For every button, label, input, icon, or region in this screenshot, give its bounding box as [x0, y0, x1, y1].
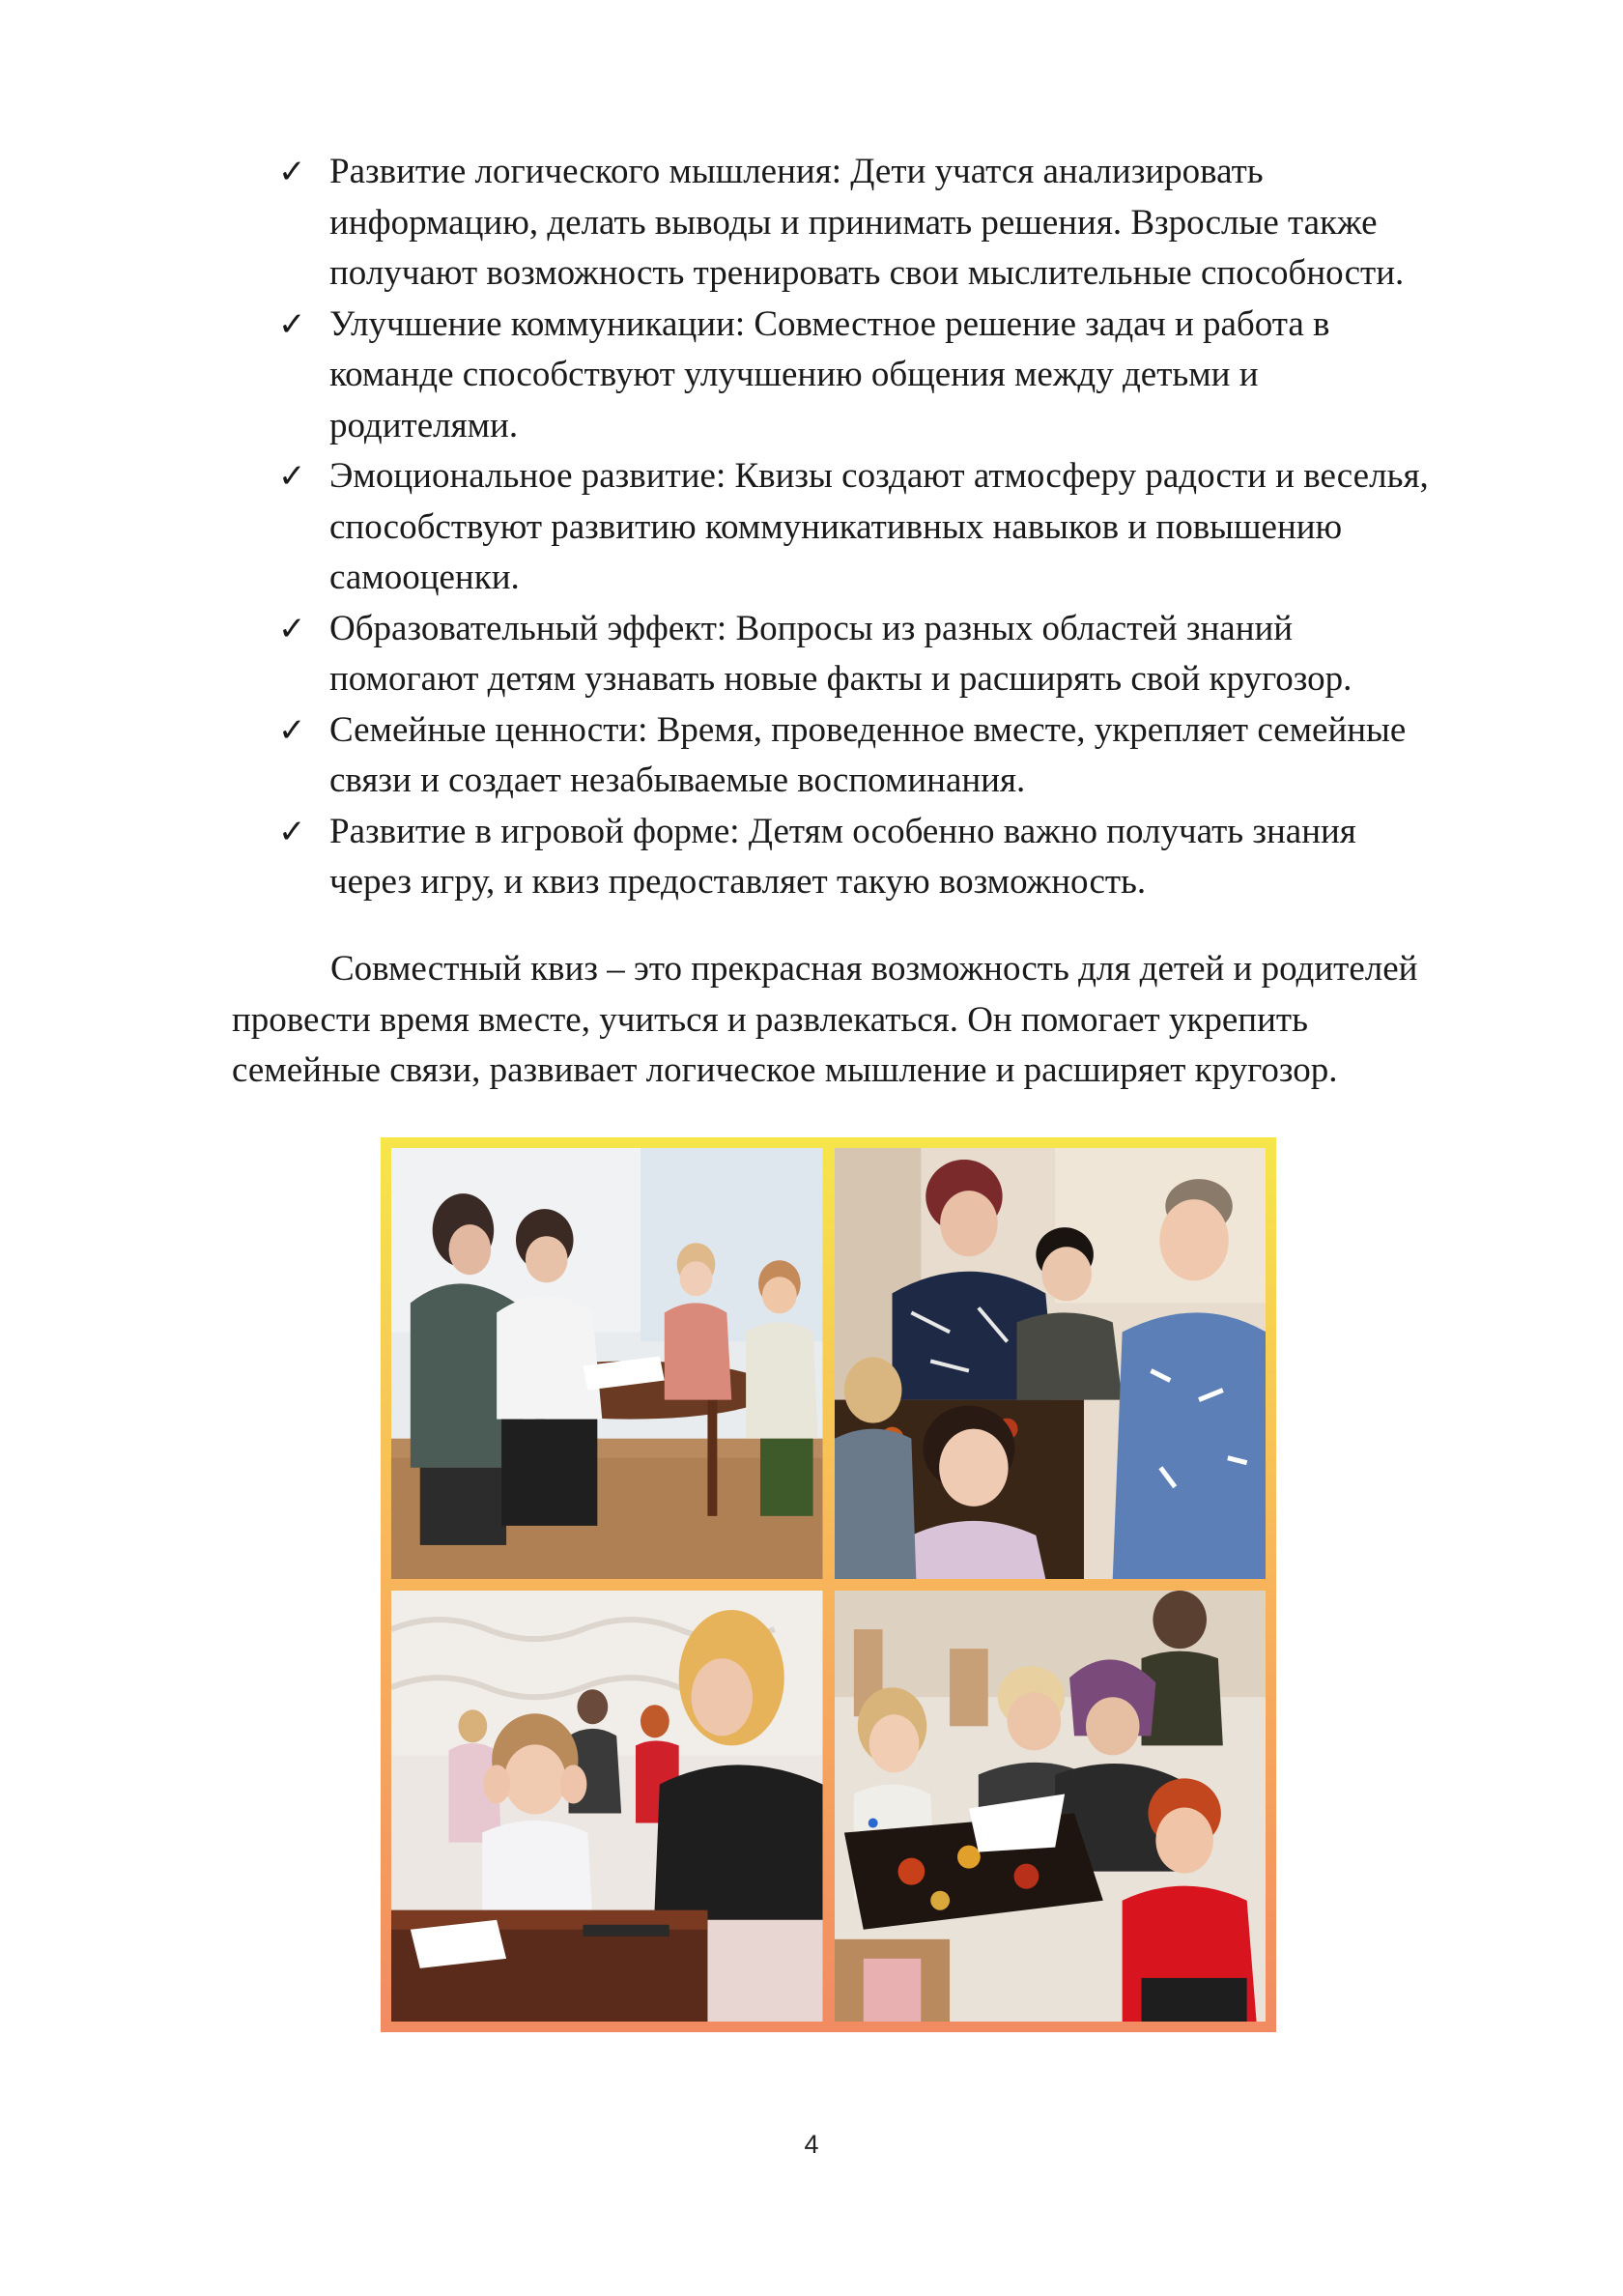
- bullet-line: Улучшение коммуникации: Совместное решение задач и работа в: [329, 303, 1330, 344]
- photo-top-right: [835, 1148, 1267, 1579]
- bullet-item: [278, 147, 1524, 300]
- bullet-line: связи и создает незабываемые воспоминания.: [329, 761, 1026, 800]
- bullet-line: способствуют развитию коммуникативных навыков и повышению: [329, 506, 1343, 547]
- photo-grid: [391, 1148, 1266, 2022]
- bullet-item: [278, 807, 1524, 908]
- photo-bottom-right: [835, 1591, 1267, 2022]
- photo-top-left: [391, 1148, 823, 1579]
- bullet-line: Развитие логического мышления: Дети учатся анализировать: [329, 152, 1264, 191]
- summary-paragraph: [232, 944, 1526, 1097]
- photo-collage: [381, 1137, 1276, 2032]
- bullet-item: [278, 705, 1524, 807]
- bullet-line: информацию, делать выводы и принимать решения. Взрослые также: [329, 202, 1378, 243]
- bullet-line: родителями.: [329, 405, 519, 445]
- bullet-line: Эмоциональное развитие: Квизы создают атмосферу радости и веселья,: [329, 456, 1429, 496]
- bullet-line: получают возможность тренировать свои мыслительные способности.: [329, 253, 1405, 293]
- bullet-line: Семейные ценности: Время, проведенное вместе, укрепляет семейные: [329, 709, 1407, 750]
- page-number: 4: [804, 2130, 819, 2159]
- bullet-line: через игру, и квиз предоставляет такую возможность.: [329, 862, 1147, 902]
- check-icon: ✓: [278, 609, 306, 648]
- paragraph-line: семейные связи, развивает логическое мышление и расширяет кругозор.: [232, 1050, 1338, 1090]
- check-icon: ✓: [278, 710, 306, 750]
- check-icon: ✓: [278, 812, 306, 851]
- bullet-line: помогают детям узнавать новые факты и расширять свой кругозор.: [329, 659, 1352, 699]
- bullet-line: Образовательный эффект: Вопросы из разных областей знаний: [329, 608, 1294, 648]
- benefits-list: [278, 147, 1524, 908]
- check-icon: ✓: [278, 457, 306, 496]
- bullet-line: самооценки.: [329, 558, 520, 597]
- check-icon: ✓: [278, 153, 306, 191]
- paragraph-line: провести время вместе, учиться и развлекаться. Он помогает укрепить: [232, 999, 1308, 1040]
- bullet-line: команде способствуют улучшению общения между детьми и: [329, 355, 1259, 394]
- photo-bottom-left: [391, 1591, 823, 2022]
- bullet-item: [278, 451, 1524, 604]
- bullet-item: [278, 300, 1524, 452]
- check-icon: ✓: [278, 304, 306, 344]
- paragraph-line: Совместный квиз – это прекрасная возможность для детей и родителей: [330, 949, 1418, 989]
- bullet-item: [278, 604, 1524, 705]
- bullet-line: Развитие в игровой форме: Детям особенно важно получать знания: [329, 811, 1356, 851]
